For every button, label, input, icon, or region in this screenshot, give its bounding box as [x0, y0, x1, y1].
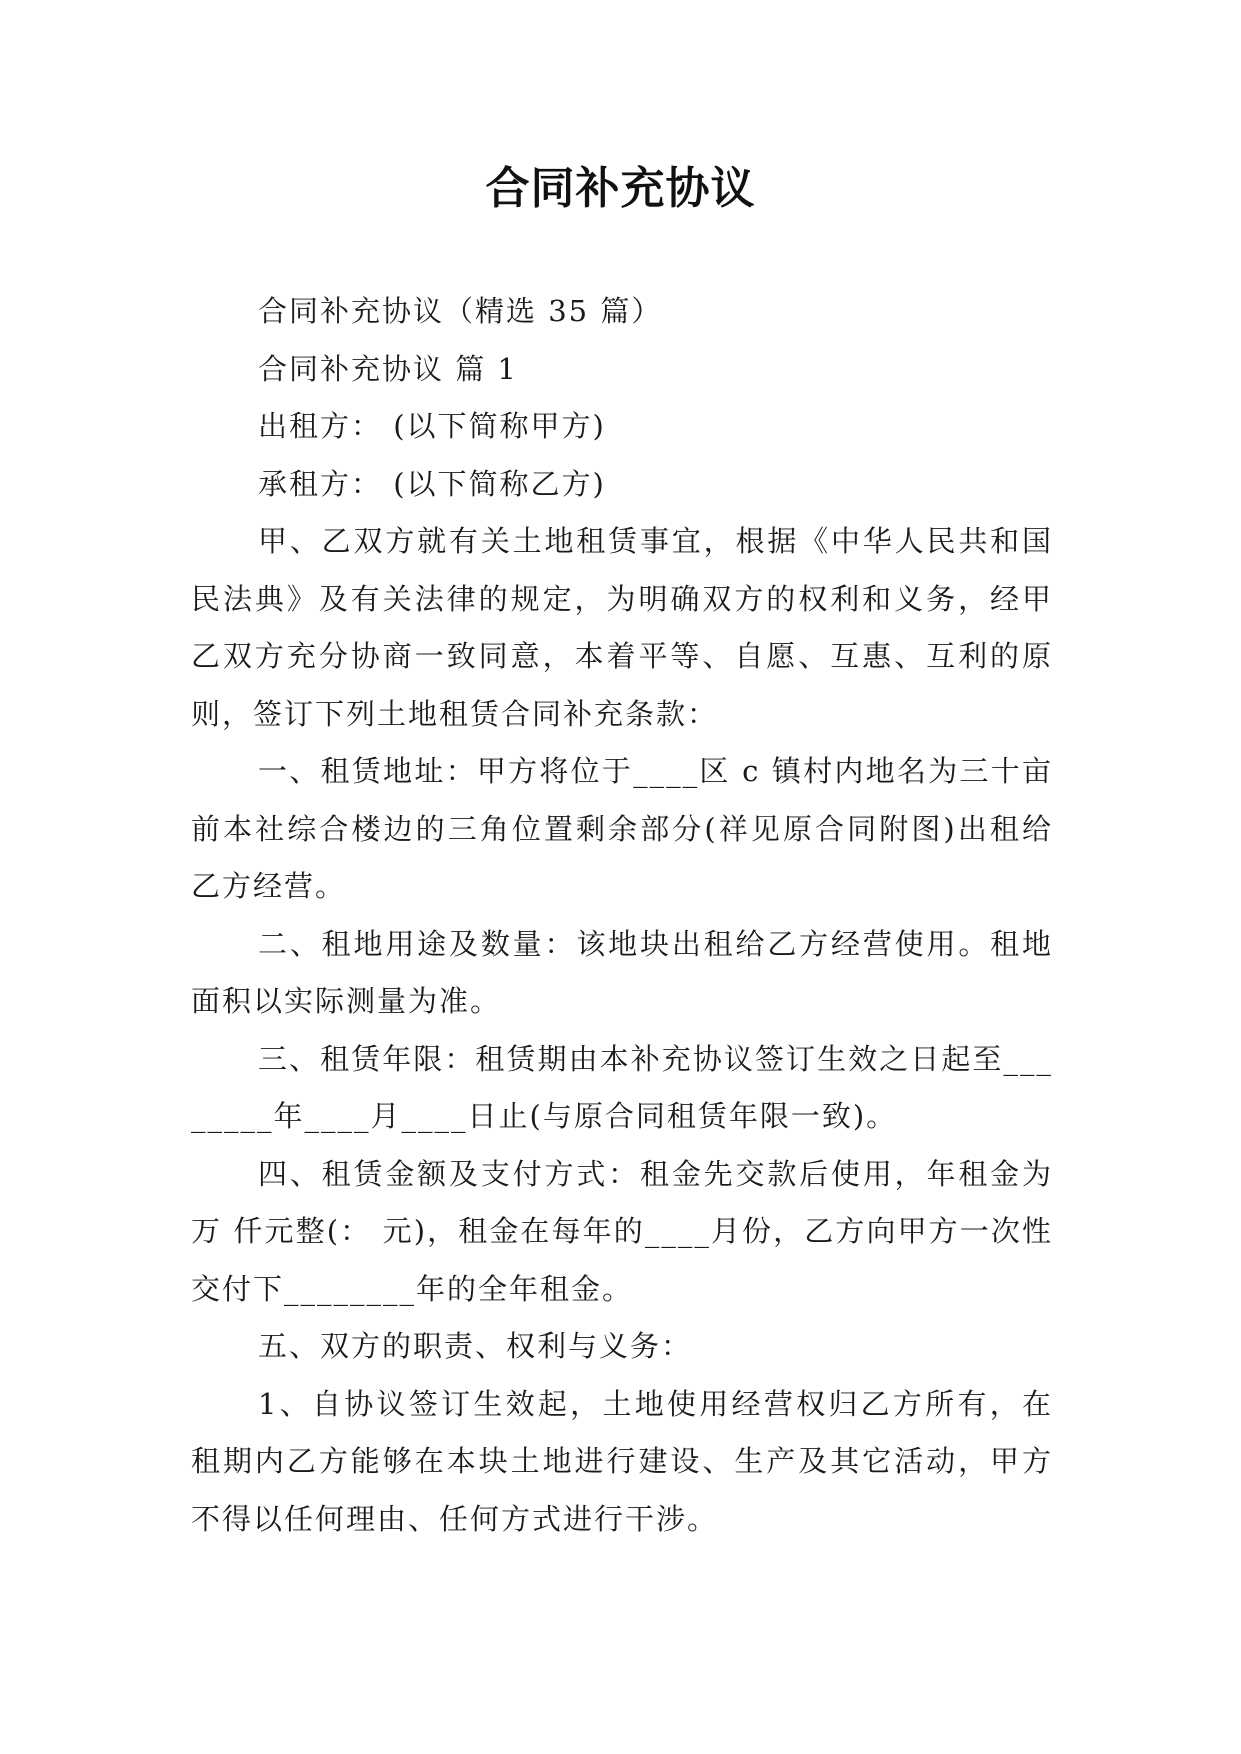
- lessee-paragraph: 承租方： (以下简称乙方): [258, 466, 606, 501]
- clause-2-paragraph: 二、租地用途及数量：该地块出租给乙方经营使用。租地面积以实际测量为准。: [191, 926, 1053, 1018]
- clause-5-paragraph: 五、双方的职责、权利与义务：: [258, 1329, 693, 1363]
- document-body: [191, 283, 1053, 1548]
- lessor-paragraph: 出租方： (以下简称甲方): [258, 409, 606, 443]
- section-heading-paragraph: 合同补充协议 篇 1: [258, 351, 518, 386]
- preamble-paragraph: 甲、乙双方就有关土地租赁事宜，根据《中华人民共和国民法典》及有关法律的规定，为明确双方的权利和义务，经甲乙双方充分协商一致同意，本着平等、自愿、互惠、互利的原则，签订下列土地租赁合同补充条款：: [191, 524, 1053, 731]
- subtitle-paragraph: 合同补充协议（精选 35 篇）: [258, 294, 663, 328]
- clause-1-paragraph: 一、租赁地址：甲方将位于____区 c 镇村内地名为三十亩前本社综合楼边的三角位置剩余部分(祥见原合同附图)出租给乙方经营。: [191, 754, 1053, 903]
- clause-4-paragraph: 四、租赁金额及支付方式：租金先交款后使用，年租金为 万 仟元整(： 元)，租金在每年的____月份，乙方向甲方一次性交付下________年的全年租金。: [191, 1156, 1053, 1306]
- document-title: 合同补充协议: [485, 163, 756, 214]
- clause-5-item-1-paragraph: 1、自协议签订生效起，土地使用经营权归乙方所有，在租期内乙方能够在本块土地进行建设、生产及其它活动，甲方不得以任何理由、任何方式进行干涉。: [191, 1386, 1053, 1536]
- clause-3-paragraph: 三、租赁年限：租赁期由本补充协议签订生效之日起至________年____月____日止(与原合同租赁年限一致)。: [191, 1041, 1053, 1133]
